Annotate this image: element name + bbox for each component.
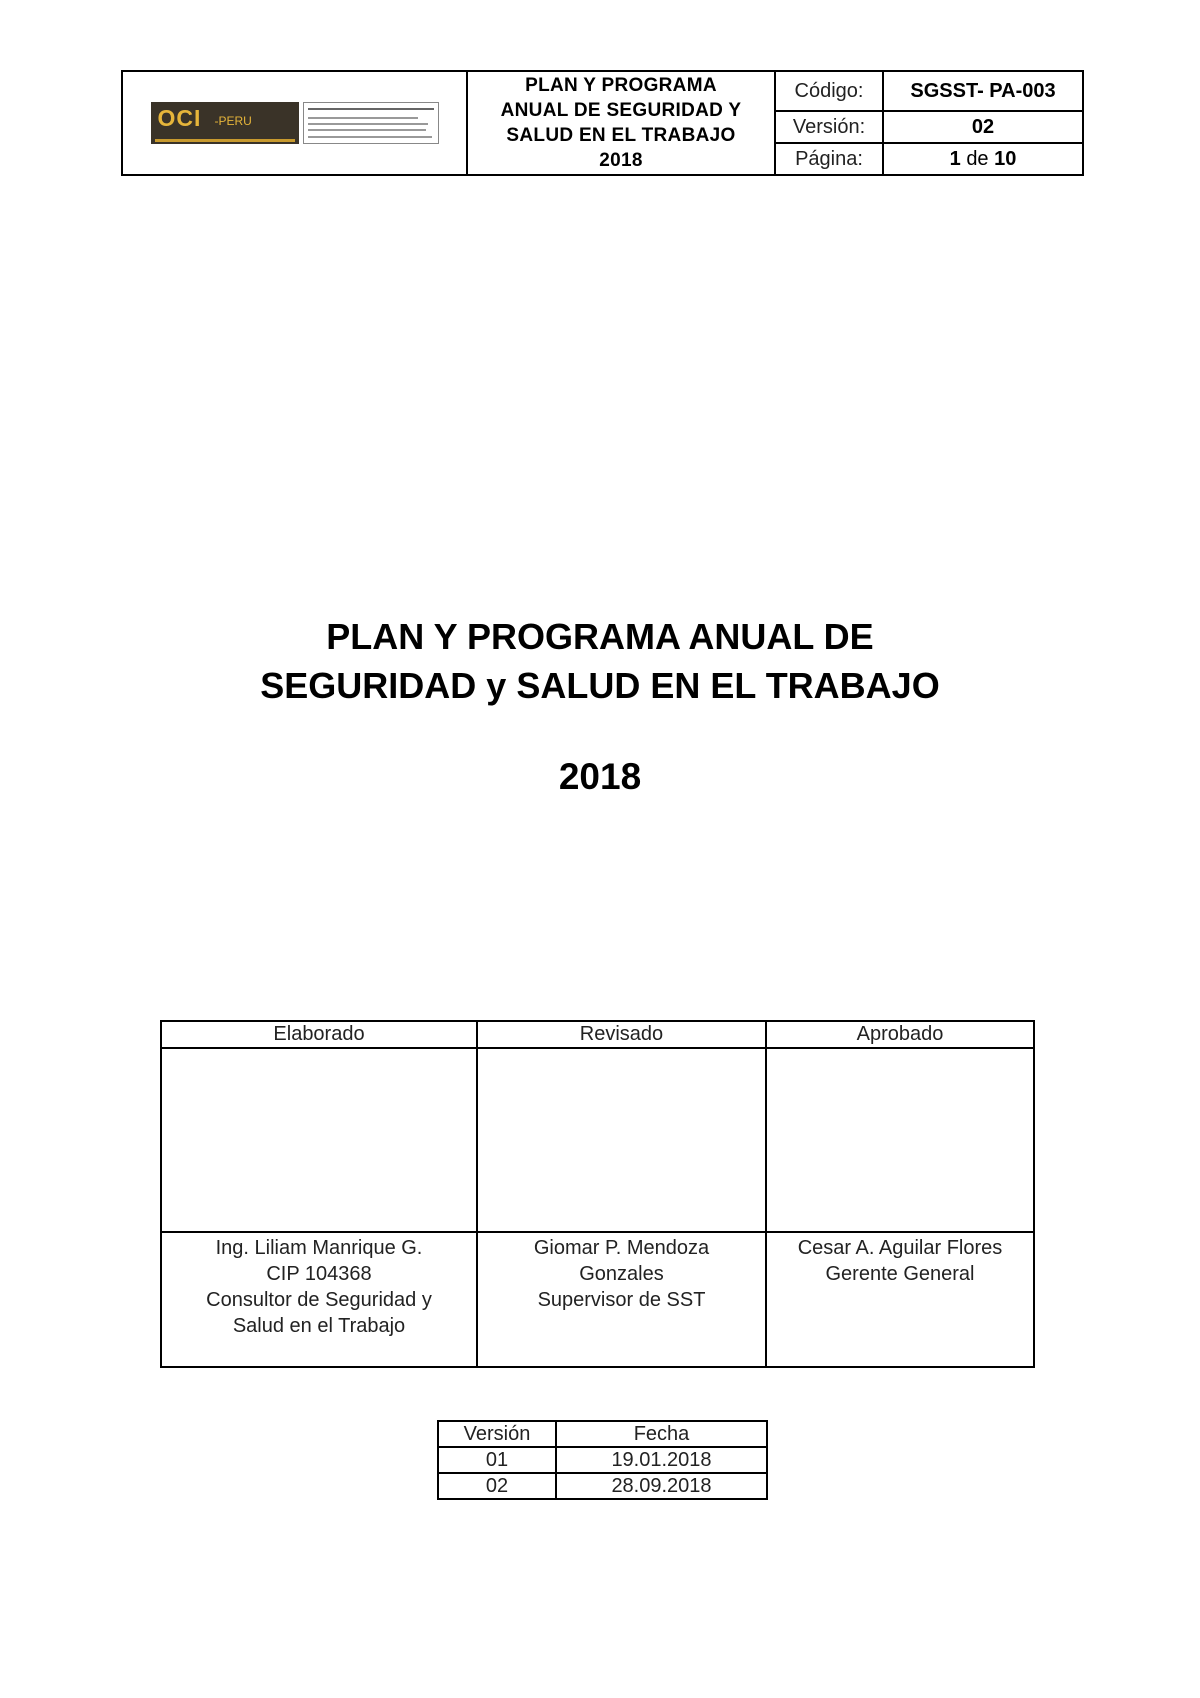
- header-title-line: SALUD EN EL TRABAJO: [506, 125, 736, 146]
- pagina-value: [883, 143, 1083, 175]
- header-title-line: ANUAL DE SEGURIDAD Y: [500, 100, 742, 121]
- codigo-label: Código:: [775, 71, 883, 111]
- logo-brand-main: OCI: [157, 105, 202, 131]
- main-title-line-2: SEGURIDAD y SALUD EN EL TRABAJO: [260, 665, 940, 706]
- main-title-year: 2018: [558, 756, 642, 797]
- header-title-line: PLAN Y PROGRAMA: [525, 75, 717, 96]
- sig-line: Salud en el Trabajo: [232, 1315, 406, 1337]
- ver-cell-version: 02: [438, 1473, 556, 1499]
- codigo-value: SGSST- PA-003: [883, 71, 1083, 111]
- ver-cell-fecha: 28.09.2018: [556, 1473, 767, 1499]
- versions-table: [437, 1420, 768, 1500]
- sig-names-revisado: [477, 1232, 766, 1367]
- pagina-current: 1: [949, 147, 961, 170]
- ver-cell-fecha: 19.01.2018: [556, 1447, 767, 1473]
- sig-line: Cesar A. Aguilar Flores: [797, 1237, 1003, 1259]
- pagina-de: de: [966, 147, 989, 170]
- version-label: Versión:: [775, 111, 883, 143]
- sig-line: Gonzales: [579, 1263, 664, 1285]
- ver-header-version: Versión: [438, 1421, 556, 1447]
- sig-header-revisado: Revisado: [477, 1021, 766, 1048]
- sig-names-aprobado: [766, 1232, 1034, 1367]
- signatures-table: [160, 1020, 1035, 1368]
- sig-header-aprobado: Aprobado: [766, 1021, 1034, 1048]
- sig-header-elaborado: Elaborado: [161, 1021, 477, 1048]
- header-title: [467, 71, 775, 175]
- sig-line: Giomar P. Mendoza: [533, 1237, 710, 1259]
- sig-line: Gerente General: [825, 1263, 975, 1285]
- logo-contact-box: [303, 102, 439, 144]
- ver-header-fecha: Fecha: [556, 1421, 767, 1447]
- sig-line: Supervisor de SST: [537, 1289, 706, 1311]
- version-value: 02: [883, 111, 1083, 143]
- logo-tagline-bar: [155, 139, 295, 142]
- signature-space-elaborado: [161, 1048, 477, 1232]
- sig-line: Consultor de Seguridad y: [206, 1289, 432, 1311]
- table-row: [438, 1473, 767, 1499]
- sig-line: Ing. Liliam Manrique G.: [215, 1237, 423, 1259]
- sig-line: CIP 104368: [266, 1263, 372, 1285]
- signature-space-aprobado: [766, 1048, 1034, 1232]
- document-header: [121, 70, 1084, 176]
- pagina-total: 10: [994, 147, 1017, 170]
- company-logo: [151, 102, 439, 144]
- logo-cell: [122, 71, 467, 175]
- main-title-line-1: PLAN Y PROGRAMA ANUAL DE: [326, 616, 874, 657]
- pagina-label: Página:: [775, 143, 883, 175]
- logo-brand: [151, 102, 299, 144]
- ver-cell-version: 01: [438, 1447, 556, 1473]
- table-row: [438, 1447, 767, 1473]
- logo-brand-sub: -PERU: [214, 114, 252, 128]
- signature-space-revisado: [477, 1048, 766, 1232]
- sig-names-elaborado: [161, 1232, 477, 1367]
- header-title-line: 2018: [599, 150, 643, 171]
